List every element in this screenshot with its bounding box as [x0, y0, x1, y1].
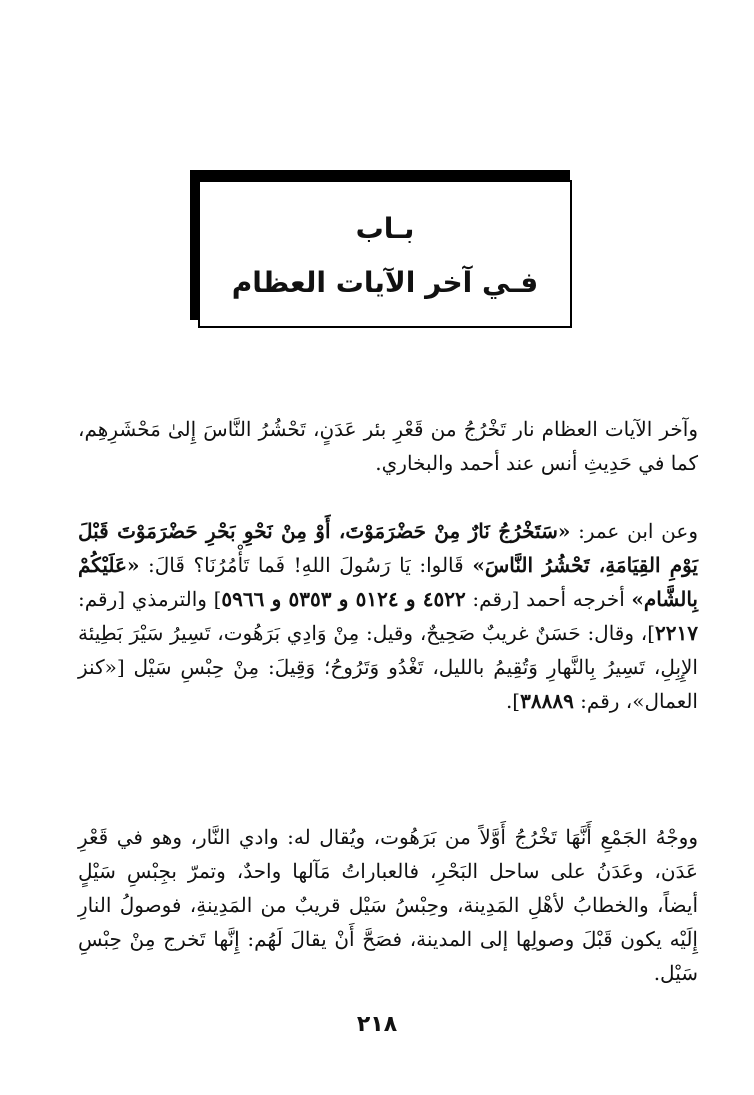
chapter-title: فـي آخر الآيات العظام: [231, 266, 539, 299]
p2-ahmad-refs: ٤٥٢٢ و ٥١٢٤ و ٥٣٥٣ و ٥٩٦٦: [221, 587, 466, 611]
paragraph-2: [78, 514, 698, 718]
p2-answer-text: «عَلَيْكُمْ بِالشَّام»: [78, 553, 698, 611]
paragraph-3: ووجْهُ الجَمْعِ أَنَّهَا تَخْرُجُ أَوَّلاً من بَرَهُوت، ويُقال له: وادي النَّار، وهو في قَعْرِ عَدَن، وعَدَنُ على ساحل البَحْرِ، فالعباراتُ مَآلها واحدٌ، وتمرّ بجِبْسِ سَيْلٍ أيضاً، والخطابُ لأهْلِ المَدِينة، وحِبْسُ سَيْل قريبٌ من المَدِينةِ، فوصولُ النارِ إِلَيْه يكون قَبْلَ وصولِها إلى المدينة، فصَحَّ أَنْ يقالَ لَهُم: إِنَّها تَخرج مِنْ حِبْسِ سَيْل.: [78, 825, 698, 985]
p2-kanz-ref: ٣٨٨٨٩: [520, 689, 574, 713]
p2-end: ].: [505, 689, 521, 713]
p2-middle: قَالوا: يَا رَسُولَ اللهِ! فَما تَأْمُرُنَا؟ قَالَ:: [139, 553, 473, 577]
p2-intro: وعن ابن عمر:: [570, 519, 698, 543]
page-number: ٢١٨: [356, 1012, 398, 1037]
paragraph-1: وآخر الآيات العظام نار تَخْرُجُ من قَعْرِ بئر عَدَنٍ، تَحْشُرُ النَّاسَ إِلىٰ مَحْشَرِهِم، كما في حَدِيثِ أنس عند أحمد والبخاري.: [78, 417, 698, 475]
p2-hadith-text: «سَتَخْرُجُ نَارٌ مِنْ حَضْرَمَوْتَ، أَوْ مِنْ نَحْوِ بَحْرِ حَضْرَمَوْتَ قَبْلَ يَوْمِ القِيَامَةِ، تَحْشُرُ النَّاسَ»: [78, 519, 698, 577]
chapter-title-box: [198, 180, 572, 328]
p2-ahmad: أخرجه أحمد [رقم:: [465, 587, 632, 611]
p2-tirmidhi: ] والترمذي [رقم:: [78, 587, 222, 611]
p2-rest: ]، وقال: حَسَنٌ غريبٌ صَحِيحٌ، وقيل: مِنْ وَادِي بَرَهُوت، تَسِيرُ سَيْرَ بَطِيئة الإِبِلِ، تَسِيرُ بِالنَّهارِ وَتُقِيمُ بالليل، تَغْدُو وَتَرُوحُ؛ وَقِيلَ: مِنْ حِبْسِ سَيْل [«كنز العمال»، رقم:: [78, 621, 698, 713]
chapter-label: بـاب: [355, 212, 415, 245]
p2-tirmidhi-ref: ٢٢١٧: [655, 621, 698, 645]
